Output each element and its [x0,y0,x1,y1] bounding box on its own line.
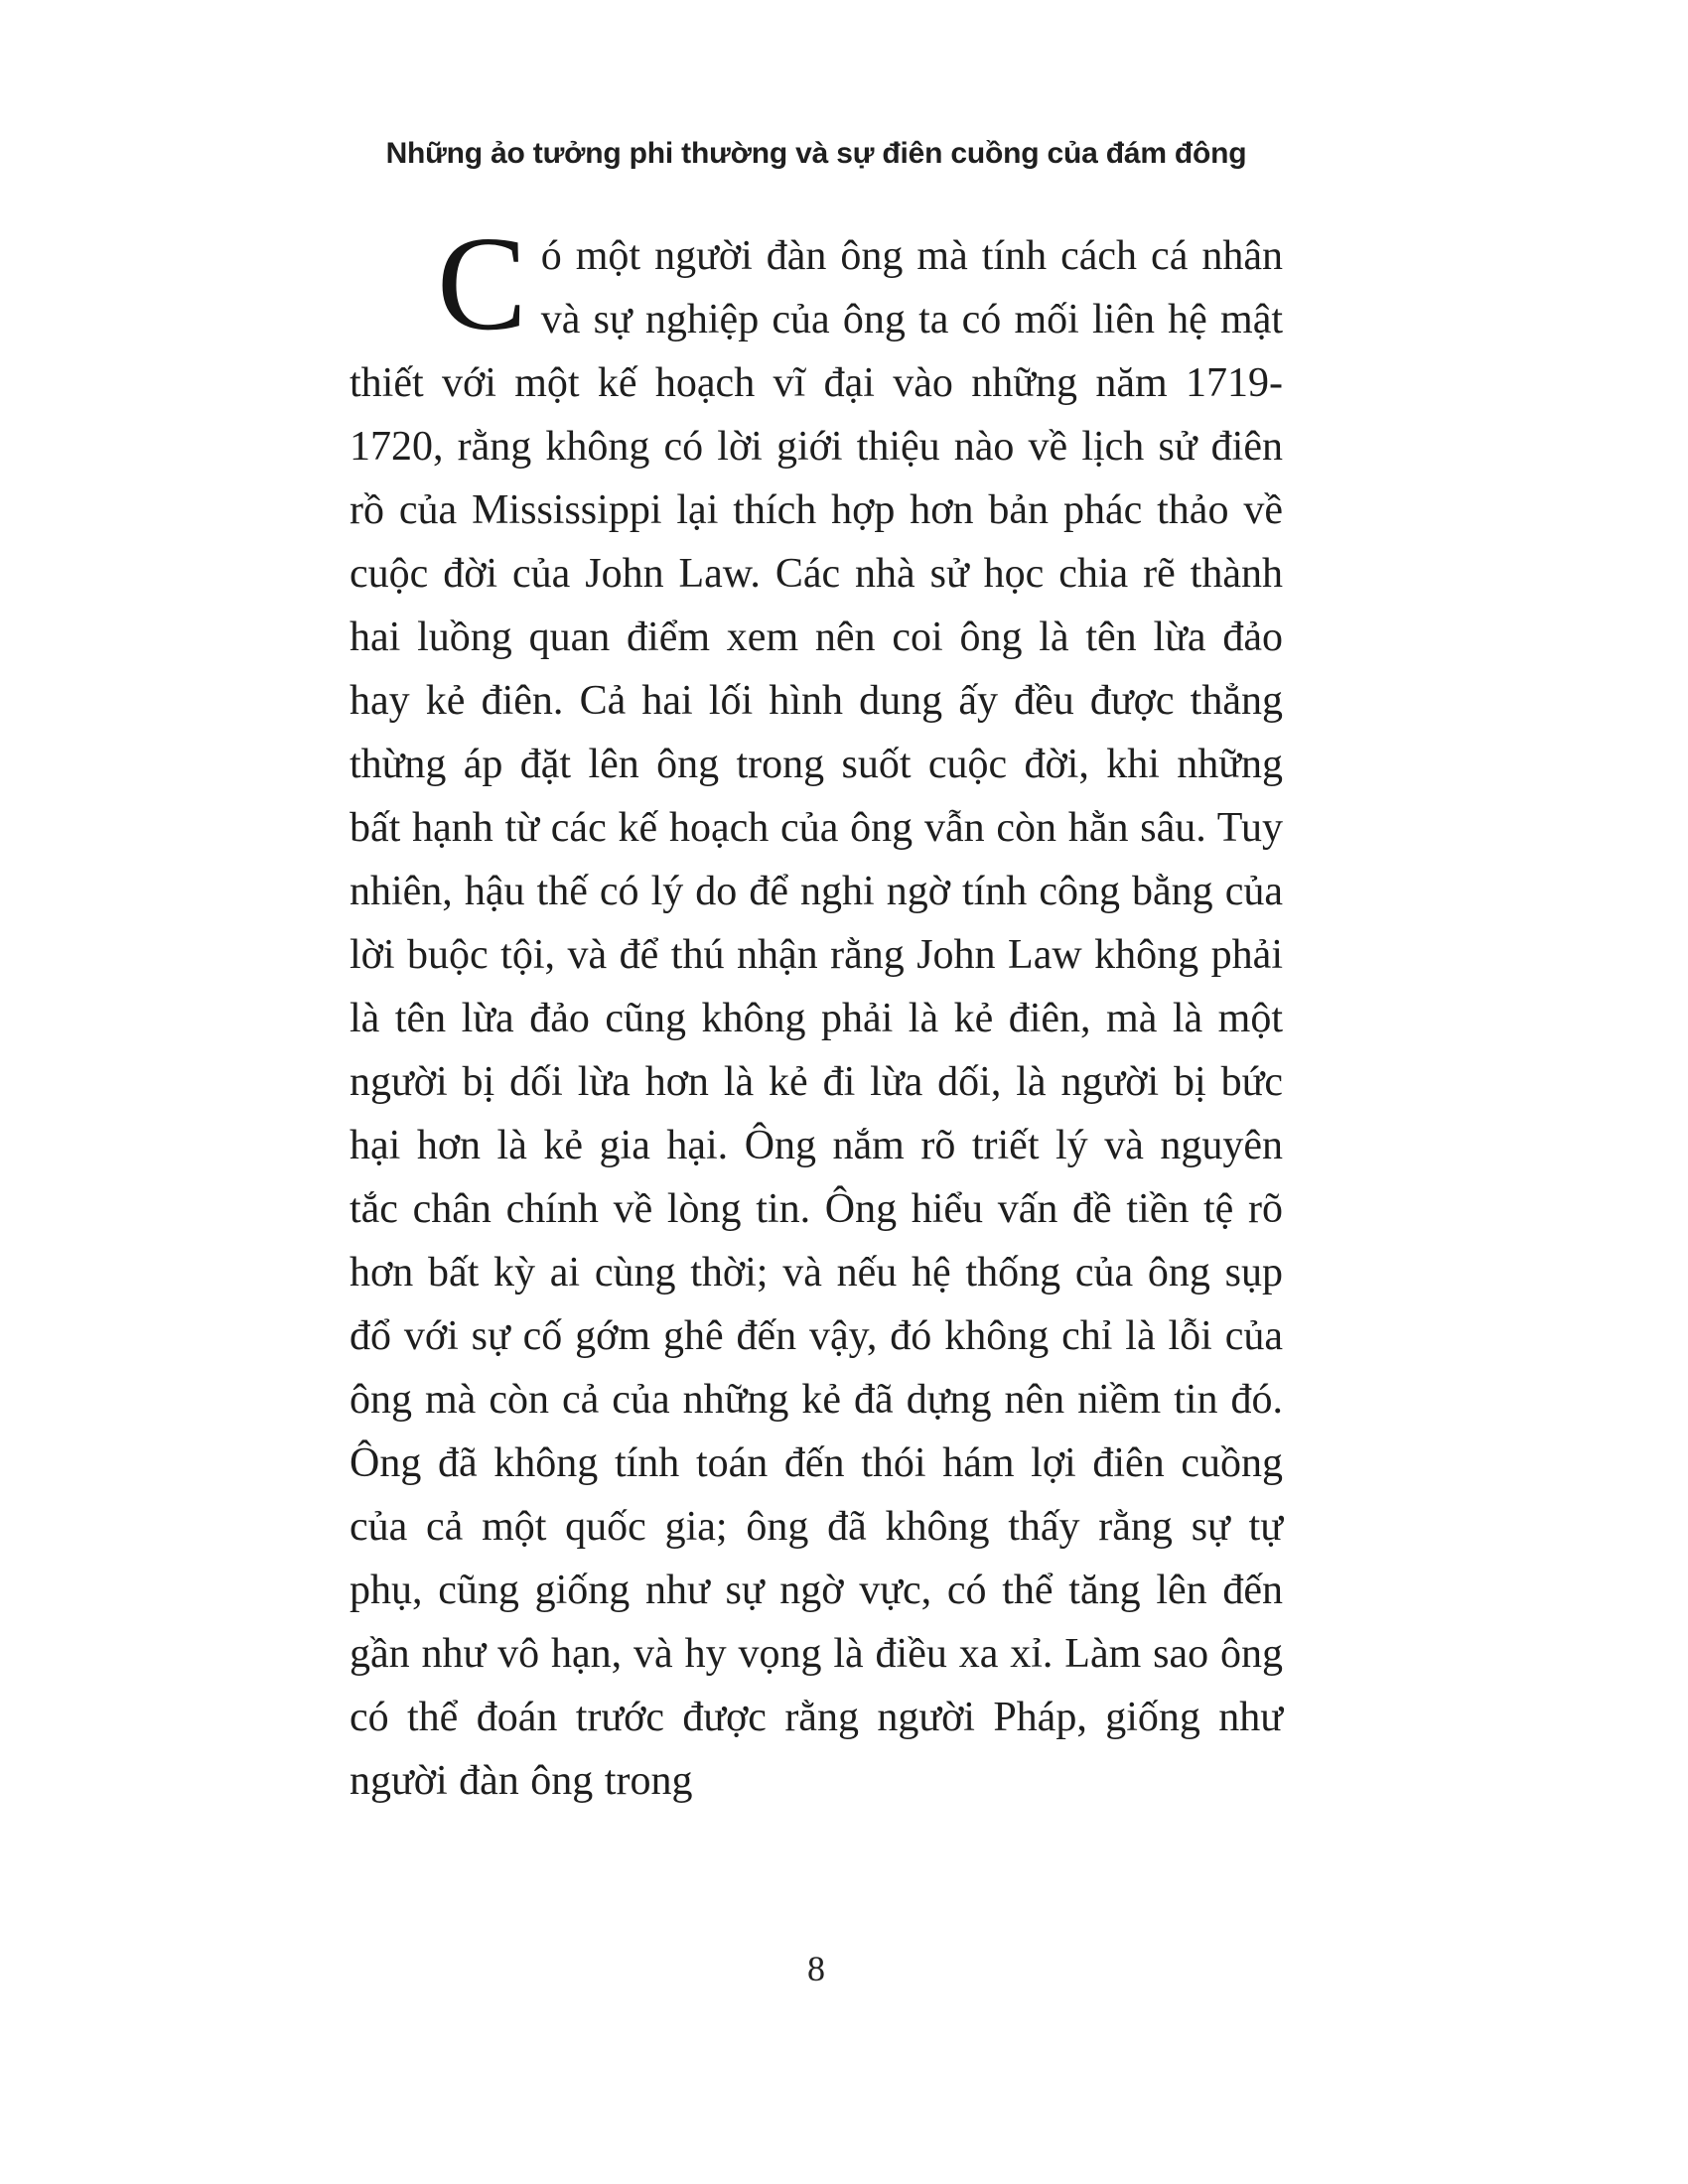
text-block [350,209,1283,1813]
page-number: 8 [807,1949,825,1988]
drop-cap: C [437,209,527,358]
paragraph-text: ó một người đàn ông mà tính cách cá nhân và sự nghiệp của ông ta có mối liên hệ mật thiết với một kế hoạch vĩ đại vào những năm 1719-1720, rằng không có lời giới thiệu nào về lịch sử điên rồ của Mississippi lại thích hợp hơn bản phác thảo về cuộc đời của John Law. Các nhà sử học chia rẽ thành hai luồng quan điểm xem nên coi ông là tên lừa đảo hay kẻ điên. Cả hai lối hình dung ấy đều được thẳng thừng áp đặt lên ông trong suốt cuộc đời, khi những bất hạnh từ các kế hoạch của ông vẫn còn hằn sâu. Tuy nhiên, hậu thế có lý do để nghi ngờ tính công bằng của lời buộc tội, và để thú nhận rằng John Law không phải là tên lừa đảo cũng không phải là kẻ điên, mà là một người bị dối lừa hơn là kẻ đi lừa dối, là người bị bức hại hơn là kẻ gia hại. Ông nắm rõ triết lý và nguyên tắc chân chính về lòng tin. Ông hiểu vấn đề tiền tệ rõ hơn bất kỳ ai cùng thời; và nếu hệ thống của ông sụp đổ với sự cố gớm ghê đến vậy, đó không chỉ là lỗi của ông mà còn cả của những kẻ đã dựng nên niềm tin đó. Ông đã không tính toán đến thói hám lợi điên cuồng của cả một quốc gia; ông đã không thấy rằng sự tự phụ, cũng giống như sự ngờ vực, có thể tăng lên đến gần như vô hạn, và hy vọng là điều xa xỉ. Làm sao ông có thể đoán trước được rằng người Pháp, giống như người đàn ông trong [350,233,1283,1804]
body-paragraph [350,209,1283,1813]
running-header: Những ảo tưởng phi thường và sự điên cuồng của đám đông [385,137,1247,170]
